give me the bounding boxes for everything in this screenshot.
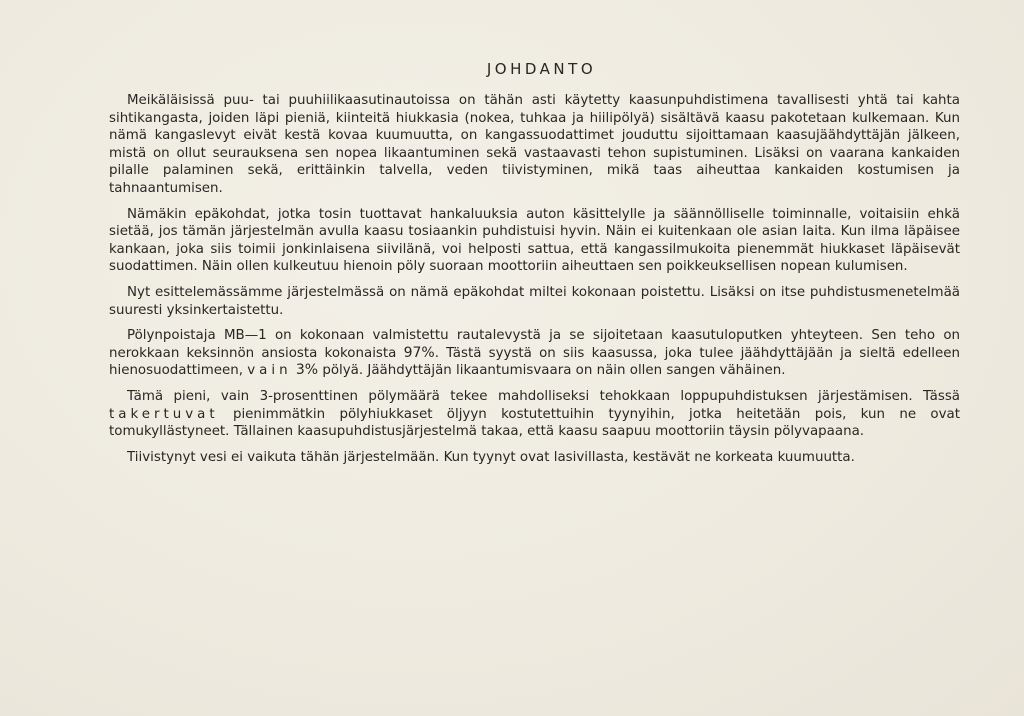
document-title: JOHDANTO — [486, 60, 597, 78]
document-page — [109, 60, 960, 474]
paragraph-3: Nyt esittelemässämme järjestelmässä on nämä epäkohdat miltei kokonaan poistettu. Lisäksi on itse puhdistusmenetelmää suuresti yksinkertaistettu. — [109, 284, 960, 318]
percentage-3: 3% — [295, 362, 319, 379]
percentage-97: 97% — [403, 344, 435, 361]
paragraph-4-text-b: . Tästä syystä on siis kaasussa, joka tulee jäähdyttäjään ja sieltä edelleen hienosuodattimeen, — [109, 345, 960, 379]
spaced-emphasis-takertuvat: takertuvat — [109, 406, 219, 422]
paragraph-5 — [109, 388, 960, 441]
paragraph-4-text-d: pölyä. Jäähdyttäjän likaantumisvaara on näin ollen sangen vähäinen. — [318, 363, 786, 379]
paragraph-1: Meikäläisissä puu- tai puuhiilikaasutinautoissa on tähän asti käytetty kaasunpuhdistimena tavallisesti yhtä tai kahta sihtikangasta, joiden läpi pieniä, kiinteitä hiukkasia (nokea, tuhkaa ja hiilipölyä) sisältävä kaasu pakotetaan kulkemaan. Kun nämä kangaslevyt eivät kestä kovaa kuumuutta, on kangassuodattimet jouduttu sijoittamaan kaasujäähdyttäjän jälkeen, mistä on ollut seurauksena sen nopea likaantuminen sekä vastaavasti tehon supistuminen. Lisäksi on vaarana kankaiden pilalle palaminen sekä, erittäinkin talvella, veden tiivistyminen, mikä taas aiheuttaa kankaiden kostumisen ja tahnaantumisen. — [109, 93, 960, 196]
paragraph-2: Nämäkin epäkohdat, jotka tosin tuottavat hankaluuksia auton käsittelylle ja säännölliselle toiminnalle, voitaisiin ehkä sietää, jos tämän järjestelmän avulla kaasu tosiaankin puhdistuisi hyvin. Näin ei kuitenkaan ole asian laita. Kun ilma läpäisee kankaan, joka siis toimii jonkinlaisena siivilänä, voi helposti sattua, että kangassilmukoita pienemmät hiukkaset läpäisevät suodattimen. Näin ollen kulkeutuu hienoin pöly suoraan moottoriin aiheuttaen sen poikkeuksellisen nopean kulumisen. — [109, 206, 960, 275]
paragraph-5-text-a: Tämä pieni, vain 3-prosenttinen pölymäärä tekee mahdolliseksi tehokkaan loppupuhdistuksen järjestämisen. Tässä — [127, 388, 960, 404]
paragraph-4-text-a: Pölynpoistaja MB—1 on kokonaan valmistettu rautalevystä ja se sijoitetaan kaasutuloputken yhteyteen. Sen teho on nerokkaan keksinnön ansiosta kokonaista — [109, 328, 960, 361]
spaced-emphasis-vain: vain — [247, 363, 292, 379]
paragraph-4 — [109, 327, 960, 380]
paragraph-5-text-b: pienimmätkin pölyhiukkaset öljyyn kostutettuihin tyynyihin, jotka heitetään pois, kun ne ovat tomukyllästyneet. Tällainen kaasupuhdistusjärjestelmä takaa, että kaasu saapuu moottoriin täysin pölyvapaana. — [109, 406, 960, 440]
paragraph-6: Tiivistynyt vesi ei vaikuta tähän järjestelmään. Kun tyynyt ovat lasivillasta, kestävät ne korkeata kuumuutta. — [127, 449, 855, 465]
